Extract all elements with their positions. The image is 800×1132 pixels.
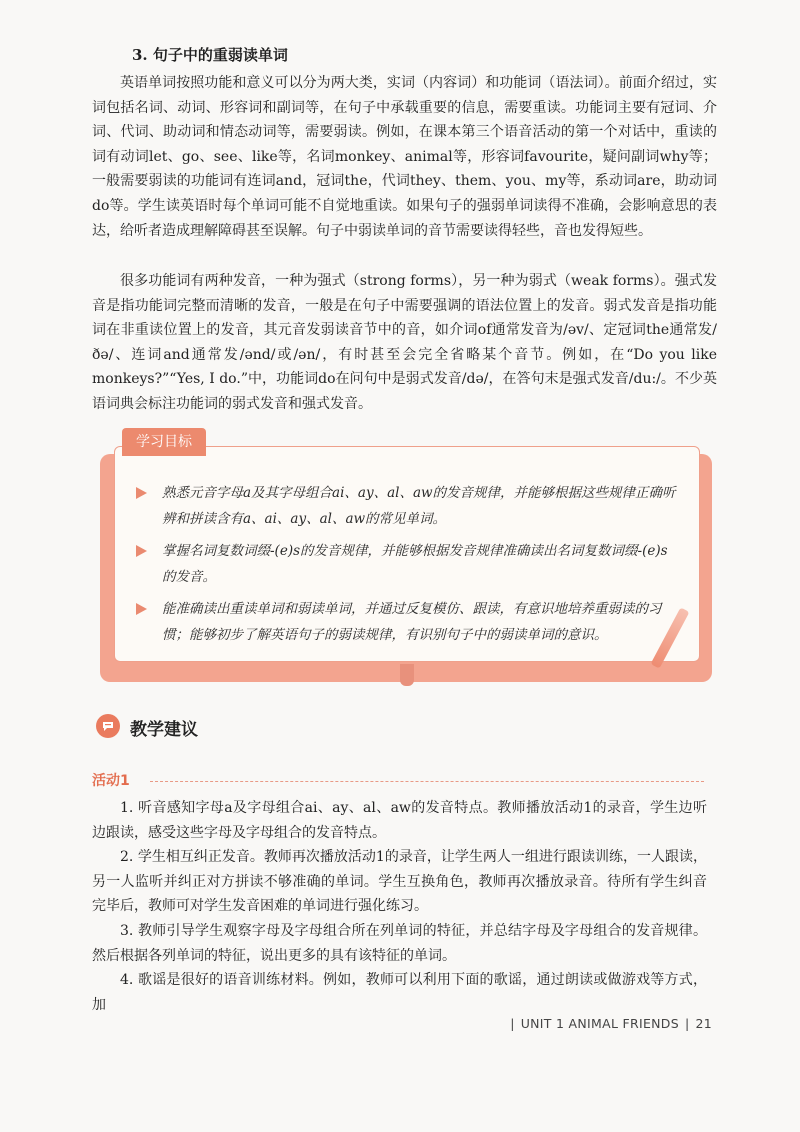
activity-header: [92, 770, 704, 792]
objective-item: [136, 538, 676, 590]
learning-objectives-box: [100, 428, 712, 690]
section-title: 3. 句子中的重弱读单词: [132, 46, 288, 64]
activity-label: 活动1: [92, 773, 130, 789]
page-number: 21: [695, 1016, 712, 1031]
book-spine: [400, 664, 414, 686]
suggestion-item-4: 4. 歌谣是很好的语音训练材料。例如，教师可以利用下面的歌谣，通过朗读或做游戏等方式，加: [92, 972, 707, 1013]
objective-text: 能准确读出重读单词和弱读单词，并通过反复模仿、跟读，有意识地培养重弱读的习惯；能够初步了解英语句子的弱读规律，有识别句子中的弱读单词的意识。: [162, 601, 662, 643]
section-paragraph-2: 很多功能词有两种发音，一种为强式（strong forms），另一种为弱式（weak forms）。强式发音是指功能词完整而清晰的发音，一般是在句子中需要强调的语法位置上的发音。弱式发音是指功能词在非重读位置上的发音，其元音发弱读音节中的音，如介词of通常发音为/əv/、定冠词the通常发/ðə/、连词and通常发/ənd/或/ən/，有时甚至会完全省略某个音节。例如，在“Do you like monkeys?”“Yes, I do.”中，功能词do在问句中是弱式发音/də/，在答句末是强式发音/du:/。不少英语词典会标注功能词的弱式发音和强式发音。: [92, 273, 717, 412]
section-paragraph-1: 英语单词按照功能和意义可以分为两大类，实词（内容词）和功能词（语法词）。前面介绍过，实词包括名词、动词、形容词和副词等，在句子中承载重要的信息，需要重读。功能词主要有冠词、介词、代词、助动词和情态动词等，需要弱读。例如，在课本第三个语音活动的第一个对话中，重读的词有动词let、go、see、like等，名词monkey、animal等，形容词favourite，疑问副词why等；一般需要弱读的功能词有连词and，冠词the，代词they、them、you、my等，系动词are，助动词do等。学生读英语时每个单词可能不自觉地重读。如果句子的强弱单词读得不准确，会影响意思的表达，给听者造成理解障碍甚至误解。句子中弱读单词的音节需要读得轻些，音也发得短些。: [92, 75, 717, 239]
objective-text: 掌握名词复数词缀-(e)s的发音规律，并能够根据发音规律准确读出名词复数词缀-(e)s的发音。: [162, 543, 668, 585]
objectives-list: [136, 480, 676, 654]
suggestion-item-3: 3. 教师引导学生观察字母及字母组合所在列单词的特征，并总结字母及字母组合的发音规律。然后根据各列单词的特征，说出更多的具有该特征的单词。: [92, 923, 707, 964]
objectives-tab: 学习目标: [122, 428, 206, 456]
dashed-divider: [150, 781, 704, 782]
teaching-suggestions-title: 教学建议: [130, 720, 198, 740]
suggestion-item-2: 2. 学生相互纠正发音。教师再次播放活动1的录音，让学生两人一组进行跟读训练，一人跟读，另一人监听并纠正对方拼读不够准确的单词。学生互换角色，教师再次播放录音。待所有学生纠音完毕后，教师可对学生发音困难的单词进行强化练习。: [92, 849, 707, 915]
triangle-bullet-icon: [136, 487, 147, 499]
triangle-bullet-icon: [136, 545, 147, 557]
triangle-bullet-icon: [136, 603, 147, 615]
unit-label: UNIT 1 ANIMAL FRIENDS: [520, 1016, 679, 1031]
suggestion-item-1: 1. 听音感知字母a及字母组合ai、ay、al、aw的发音特点。教师播放活动1的录音，学生边听边跟读，感受这些字母及字母组合的发音特点。: [92, 800, 707, 841]
objective-item: [136, 480, 676, 532]
chat-bubble-icon: [96, 714, 120, 738]
objective-item: [136, 596, 676, 648]
objective-text: 熟悉元音字母a及其字母组合ai、ay、al、aw的发音规律，并能够根据这些规律正确听辨和拼读含有a、ai、ay、al、aw的常见单词。: [162, 485, 676, 527]
page-footer: | UNIT 1 ANIMAL FRIENDS | 21: [510, 1016, 712, 1031]
